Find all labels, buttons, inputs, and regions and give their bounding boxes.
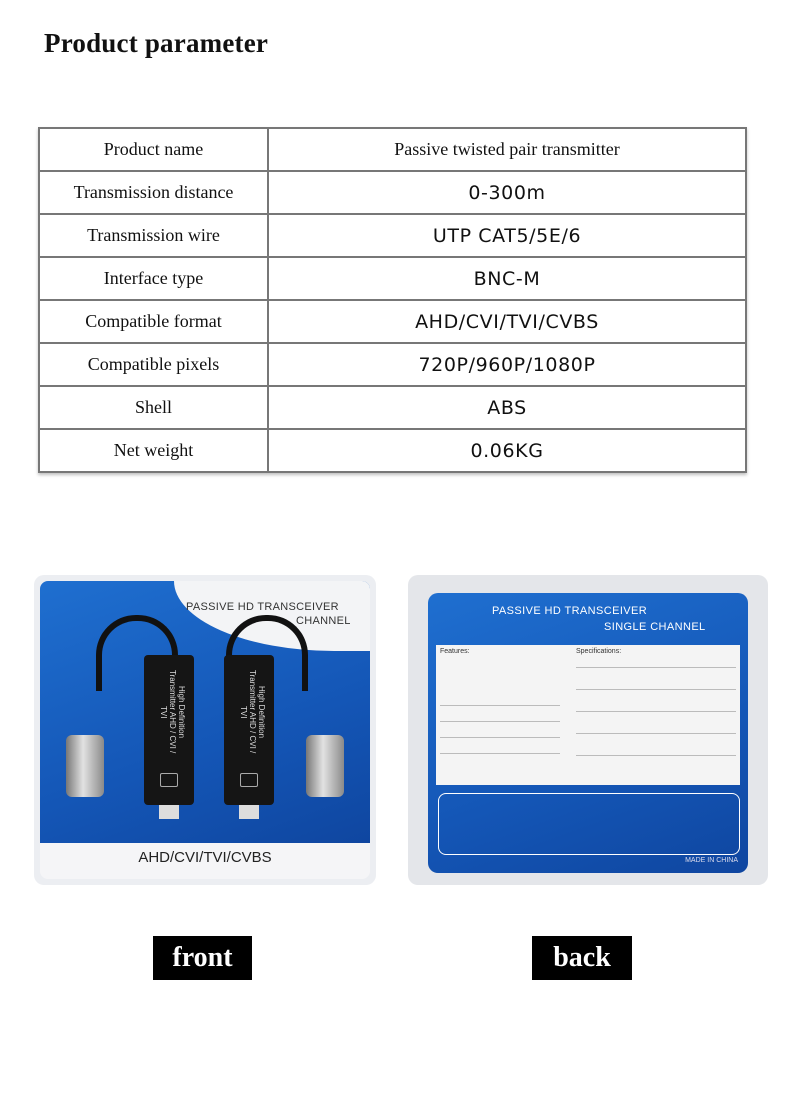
- device-switch: [240, 773, 258, 787]
- divider: [576, 667, 736, 668]
- table-row: [39, 214, 746, 257]
- spec-sheet: [436, 645, 740, 785]
- param-value: 0.06KG: [268, 429, 746, 472]
- table-row: [39, 343, 746, 386]
- device-plug: [159, 805, 179, 819]
- front-caption: front: [153, 936, 252, 980]
- table-row: [39, 300, 746, 343]
- package-header-line1: PASSIVE HD TRANSCEIVER: [186, 601, 339, 613]
- table-row: [39, 429, 746, 472]
- param-value: UTP CAT5/5E/6: [268, 214, 746, 257]
- param-value: 720P/960P/1080P: [268, 343, 746, 386]
- divider: [440, 753, 560, 754]
- param-label: Product name: [39, 128, 268, 171]
- features-label: Features:: [440, 648, 470, 655]
- divider: [576, 755, 736, 756]
- param-value: BNC-M: [268, 257, 746, 300]
- table-row: [39, 257, 746, 300]
- package-header-line2: CHANNEL: [296, 615, 351, 627]
- bnc-connector-left: [66, 735, 104, 797]
- table-row: [39, 128, 746, 171]
- balun-device-left: [144, 655, 194, 805]
- back-caption: back: [532, 936, 632, 980]
- package-header-line1: PASSIVE HD TRANSCEIVER: [492, 605, 648, 617]
- balun-device-right: [224, 655, 274, 805]
- divider: [440, 705, 560, 706]
- param-value: 0-300m: [268, 171, 746, 214]
- divider: [576, 689, 736, 690]
- made-in-label: MADE IN CHINA: [685, 857, 738, 864]
- param-value: Passive twisted pair transmitter: [268, 128, 746, 171]
- package-format-label: AHD/CVI/TVI/CVBS: [138, 849, 272, 866]
- param-label: Compatible pixels: [39, 343, 268, 386]
- divider: [440, 721, 560, 722]
- package-header-line2: SINGLE CHANNEL: [604, 621, 706, 633]
- page-title: Product parameter: [44, 28, 269, 58]
- param-label: Transmission wire: [39, 214, 268, 257]
- connection-diagram: [438, 793, 740, 855]
- table-row: [39, 386, 746, 429]
- divider: [576, 711, 736, 712]
- param-value: AHD/CVI/TVI/CVBS: [268, 300, 746, 343]
- param-label: Transmission distance: [39, 171, 268, 214]
- back-package-image: [408, 575, 768, 885]
- device-label: High Definition Transmitter AHD / CVI / TVI: [159, 670, 186, 754]
- param-value: ABS: [268, 386, 746, 429]
- device-switch: [160, 773, 178, 787]
- parameter-table: [38, 127, 747, 473]
- bnc-connector-right: [306, 735, 344, 797]
- param-label: Compatible format: [39, 300, 268, 343]
- param-label: Interface type: [39, 257, 268, 300]
- table-row: [39, 171, 746, 214]
- device-plug: [239, 805, 259, 819]
- divider: [440, 737, 560, 738]
- front-package-image: [34, 575, 376, 885]
- param-label: Shell: [39, 386, 268, 429]
- device-label: High Definition Transmitter AHD / CVI / TVI: [239, 670, 266, 754]
- param-label: Net weight: [39, 429, 268, 472]
- divider: [576, 733, 736, 734]
- specs-label: Specifications:: [576, 648, 622, 655]
